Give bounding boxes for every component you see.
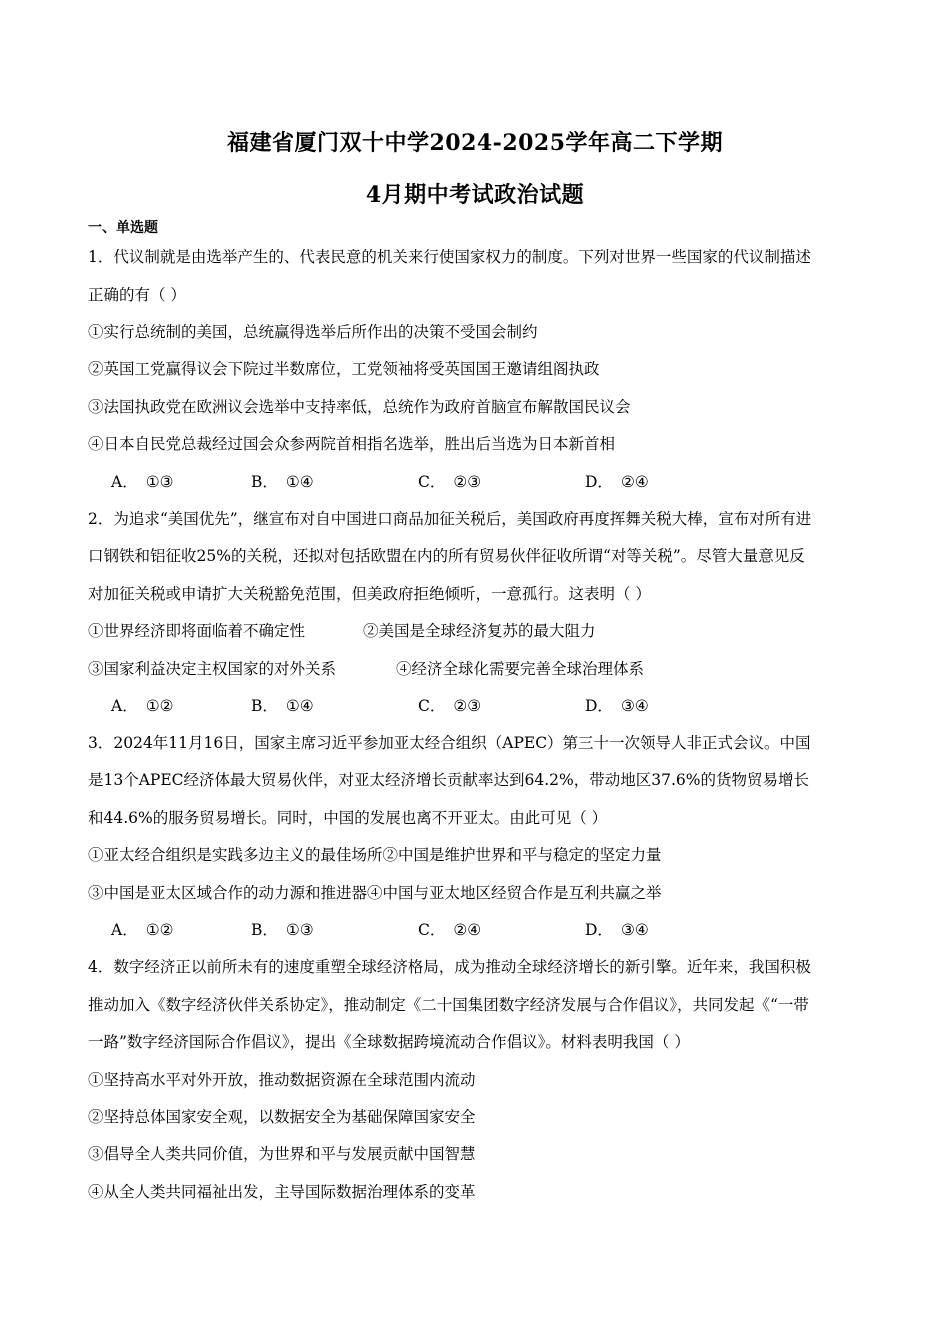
q2-option-c[interactable]: C． ②③ — [418, 697, 482, 715]
q4-statement-1: ①坚持高水平对外开放，推动数据资源在全球范围内流动 — [88, 1071, 476, 1089]
q3-stem-line-2: 是13个APEC经济体最大贸易伙伴，对亚太经济增长贡献率达到64.2%，带动地区37.6%的货物贸易增长 — [88, 771, 810, 789]
q2-stem-line-3: 对加征关税或申请扩大关税豁免范围，但美政府拒绝倾听，一意孤行。这表明（ ） — [88, 585, 651, 603]
q3-option-c[interactable]: C． ②④ — [418, 921, 482, 939]
q2-stem-line-2: 口钢铁和铝征收25%的关税，还拟对包括欧盟在内的所有贸易伙伴征收所谓“对等关税”。尽管大量意见反 — [88, 547, 805, 565]
exam-title-line-1: 福建省厦门双十中学2024-2025学年高二下学期 — [226, 130, 724, 156]
q4-statement-2: ②坚持总体国家安全观，以数据安全为基础保障国家安全 — [88, 1108, 476, 1126]
q2-option-b[interactable]: B． ①④ — [251, 697, 314, 715]
q1-option-a[interactable]: A． ①③ — [111, 473, 174, 491]
q1-stem-line-1: 1．代议制就是由选举产生的、代表民意的机关来行使国家权力的制度。下列对世界一些国家的代议制描述 — [88, 248, 811, 266]
q1-statement-2: ②英国工党赢得议会下院过半数席位，工党领袖将受英国国王邀请组阁执政 — [88, 360, 600, 378]
q4-stem-line-2: 推动加入《数字经济伙伴关系协定》，推动制定《二十国集团数字经济发展与合作倡议》，共同发起《“一带 — [88, 996, 809, 1014]
q4-statement-3: ③倡导全人类共同价值，为世界和平与发展贡献中国智慧 — [88, 1145, 476, 1163]
q1-option-b[interactable]: B． ①④ — [251, 473, 314, 491]
q2-stem-line-1: 2．为追求“美国优先”，继宣布对自中国进口商品加征关税后，美国政府再度挥舞关税大棒，宣布对所有进 — [88, 510, 812, 528]
q2-option-a[interactable]: A． ①② — [111, 697, 174, 715]
q1-statement-1: ①实行总统制的美国，总统赢得选举后所作出的决策不受国会制约 — [88, 323, 538, 341]
q2-statement-4: ④经济全球化需要完善全球治理体系 — [396, 660, 645, 678]
q3-option-b[interactable]: B． ①③ — [251, 921, 314, 939]
q1-statement-4: ④日本自民党总裁经过国会众参两院首相指名选举，胜出后当选为日本新首相 — [88, 435, 616, 453]
q3-statements-line-1: ①亚太经合组织是实践多边主义的最佳场所②中国是维护世界和平与稳定的坚定力量 — [88, 846, 662, 864]
q3-stem-line-1: 3．2024年11月16日，国家主席习近平参加亚太经合组织（APEC）第三十一次领导人非正式会议。中国 — [88, 734, 811, 752]
exam-title-line-2: 4月期中考试政治试题 — [365, 182, 585, 208]
q4-stem-line-1: 4．数字经济正以前所未有的速度重塑全球经济格局，成为推动全球经济增长的新引擎。近年来，我国积极 — [88, 958, 811, 976]
q3-option-d[interactable]: D． ③④ — [585, 921, 649, 939]
q3-option-a[interactable]: A． ①② — [111, 921, 174, 939]
q3-statements-line-2: ③中国是亚太区域合作的动力源和推进器④中国与亚太地区经贸合作是互利共赢之举 — [88, 884, 662, 902]
q4-statement-4: ④从全人类共同福祉出发，主导国际数据治理体系的变革 — [88, 1183, 476, 1201]
q2-statement-1: ①世界经济即将面临着不确定性 — [88, 622, 306, 640]
section-heading: 一、单选题 — [88, 220, 158, 236]
q3-stem-line-3: 和44.6%的服务贸易增长。同时，中国的发展也离不开亚太。由此可见（ ） — [88, 809, 608, 827]
q1-option-c[interactable]: C． ②③ — [418, 473, 482, 491]
q2-option-d[interactable]: D． ③④ — [585, 697, 649, 715]
q1-stem-line-2: 正确的有（ ） — [88, 286, 186, 304]
q2-statement-2: ②美国是全球经济复苏的最大阻力 — [363, 622, 596, 640]
q1-option-d[interactable]: D． ②④ — [585, 473, 649, 491]
q1-statement-3: ③法国执政党在欧洲议会选举中支持率低，总统作为政府首脑宣布解散国民议会 — [88, 398, 631, 416]
q2-statement-3: ③国家利益决定主权国家的对外关系 — [88, 660, 337, 678]
q4-stem-line-3: 一路”数字经济国际合作倡议》，提出《全球数据跨境流动合作倡议》。材料表明我国（ ） — [88, 1033, 690, 1051]
